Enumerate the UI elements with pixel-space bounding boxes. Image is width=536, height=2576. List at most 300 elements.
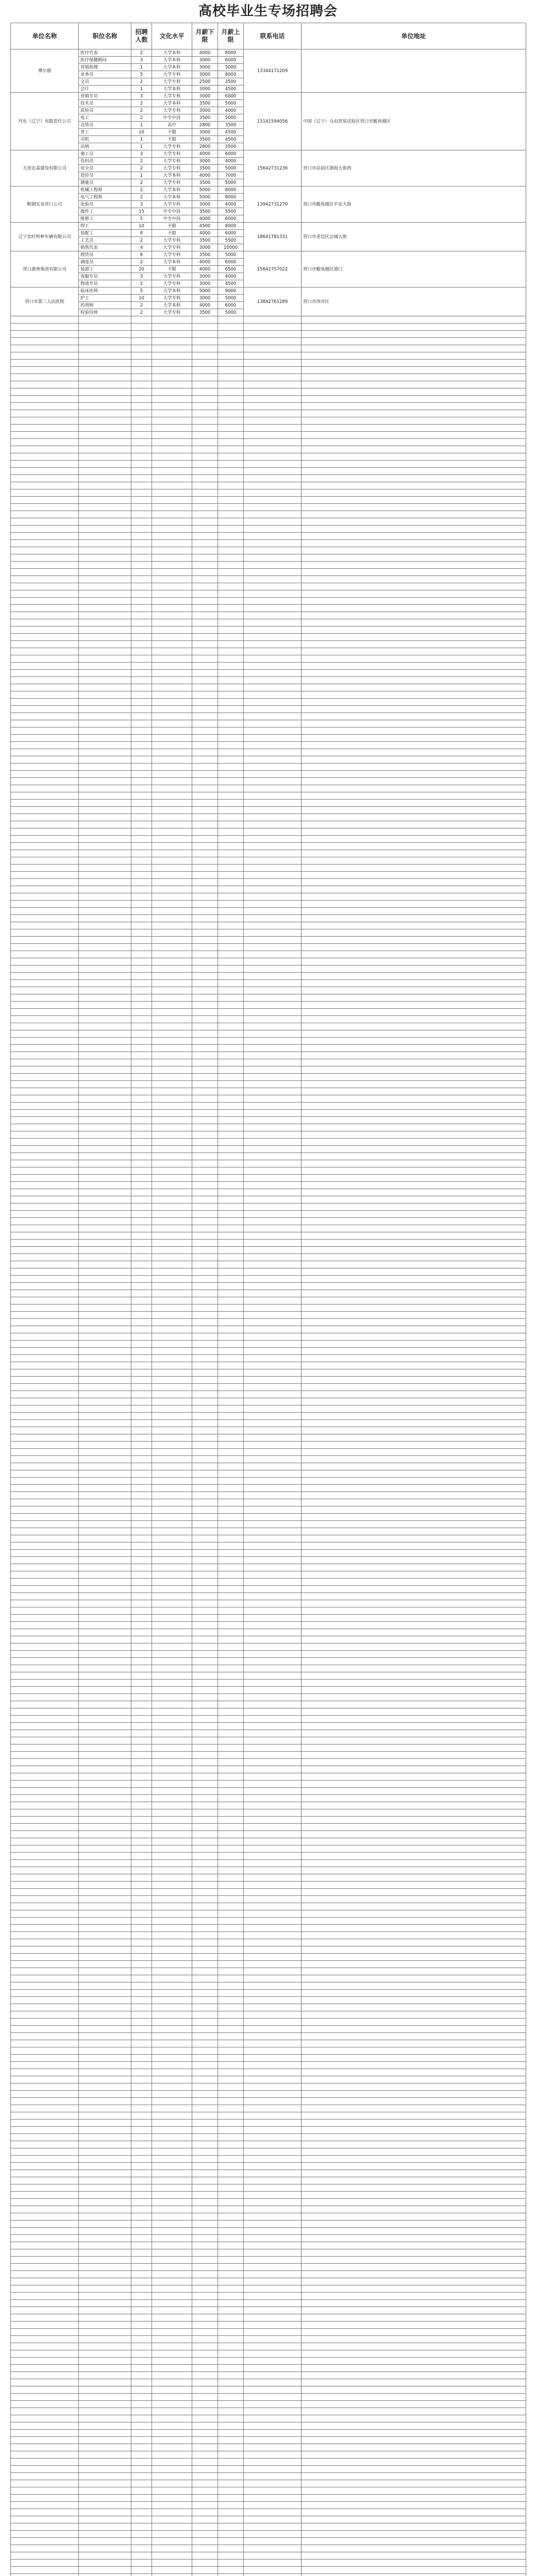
empty-cell <box>131 1232 152 1240</box>
empty-cell <box>192 1038 218 1045</box>
empty-cell <box>11 1167 79 1175</box>
empty-table-row <box>11 453 526 461</box>
empty-cell <box>192 1550 218 1557</box>
empty-cell <box>218 1946 244 1954</box>
count-cell: 2 <box>131 194 152 201</box>
empty-cell <box>192 1384 218 1391</box>
empty-cell <box>218 2430 244 2437</box>
empty-cell <box>79 1225 131 1232</box>
empty-cell <box>152 1391 192 1398</box>
position-cell: 测量员 <box>79 179 131 187</box>
empty-cell <box>79 360 131 367</box>
empty-cell <box>131 1139 152 1146</box>
empty-cell <box>218 590 244 598</box>
empty-cell <box>131 1514 152 1521</box>
empty-cell <box>131 1687 152 1694</box>
empty-cell <box>131 2055 152 2062</box>
empty-cell <box>301 1232 526 1240</box>
education-cell: 大学专科 <box>152 78 192 86</box>
empty-cell <box>301 655 526 663</box>
empty-cell <box>79 756 131 764</box>
empty-cell <box>152 316 192 324</box>
empty-cell <box>11 1369 79 1377</box>
empty-cell <box>301 1066 526 1074</box>
empty-cell <box>301 2480 526 2487</box>
empty-cell <box>79 2127 131 2134</box>
empty-cell <box>11 1420 79 1427</box>
empty-cell <box>79 2560 131 2567</box>
empty-cell <box>152 1615 192 1622</box>
empty-cell <box>192 1730 218 1737</box>
empty-cell <box>218 1593 244 1600</box>
education-cell: 大学专科 <box>152 143 192 150</box>
empty-cell <box>131 785 152 792</box>
empty-cell <box>152 1968 192 1975</box>
empty-cell <box>301 1254 526 1261</box>
empty-cell <box>11 482 79 489</box>
empty-cell <box>218 446 244 453</box>
empty-cell <box>218 2069 244 2076</box>
empty-cell <box>131 1831 152 1838</box>
empty-cell <box>301 756 526 764</box>
empty-cell <box>79 2221 131 2228</box>
empty-cell <box>131 1651 152 1658</box>
empty-cell <box>244 1131 301 1139</box>
empty-cell <box>79 792 131 800</box>
empty-table-row <box>11 1470 526 1478</box>
empty-cell <box>11 1326 79 1333</box>
empty-cell <box>11 1030 79 1038</box>
count-cell: 3 <box>131 273 152 280</box>
empty-cell <box>218 1427 244 1434</box>
empty-cell <box>192 1232 218 1240</box>
empty-cell <box>301 836 526 843</box>
empty-cell <box>11 417 79 425</box>
empty-cell <box>11 1290 79 1297</box>
empty-cell <box>218 461 244 468</box>
empty-cell <box>192 1240 218 1247</box>
empty-cell <box>244 1341 301 1348</box>
empty-cell <box>131 2487 152 2495</box>
empty-cell <box>79 410 131 417</box>
empty-cell <box>11 1088 79 1095</box>
empty-cell <box>152 2033 192 2040</box>
empty-cell <box>218 410 244 417</box>
empty-cell <box>79 814 131 821</box>
empty-cell <box>79 2184 131 2192</box>
empty-cell <box>244 475 301 482</box>
empty-cell <box>218 1788 244 1795</box>
empty-table-row <box>11 526 526 533</box>
empty-cell <box>301 1261 526 1268</box>
empty-cell <box>131 1470 152 1478</box>
empty-cell <box>244 2372 301 2379</box>
empty-cell <box>11 713 79 720</box>
empty-cell <box>131 1095 152 1103</box>
empty-cell <box>301 807 526 814</box>
empty-cell <box>152 1449 192 1456</box>
empty-cell <box>218 562 244 569</box>
empty-cell <box>244 1434 301 1442</box>
empty-cell <box>218 742 244 749</box>
position-cell: 司机 <box>79 136 131 143</box>
empty-cell <box>244 1543 301 1550</box>
empty-cell <box>301 1990 526 1997</box>
empty-cell <box>11 316 79 324</box>
empty-cell <box>192 2487 218 2495</box>
empty-table-row <box>11 1564 526 1571</box>
empty-table-row <box>11 1896 526 1903</box>
empty-cell <box>79 2235 131 2242</box>
empty-table-row <box>11 2451 526 2459</box>
empty-cell <box>79 2408 131 2415</box>
empty-cell <box>11 2213 79 2221</box>
empty-cell <box>192 1377 218 1384</box>
empty-cell <box>218 1312 244 1319</box>
empty-table-row <box>11 1680 526 1687</box>
empty-cell <box>79 612 131 619</box>
empty-cell <box>79 352 131 360</box>
empty-table-row <box>11 1038 526 1045</box>
empty-cell <box>131 1982 152 1990</box>
empty-cell <box>152 2105 192 2112</box>
empty-cell <box>152 2293 192 2300</box>
empty-table-row <box>11 2560 526 2567</box>
empty-cell <box>11 691 79 699</box>
empty-cell <box>192 1059 218 1066</box>
empty-cell <box>79 1124 131 1131</box>
empty-cell <box>11 396 79 403</box>
empty-cell <box>152 504 192 511</box>
empty-cell <box>11 2408 79 2415</box>
count-cell: 3 <box>131 93 152 100</box>
empty-cell <box>79 735 131 742</box>
empty-cell <box>152 2141 192 2148</box>
empty-cell <box>244 2321 301 2329</box>
empty-cell <box>218 1528 244 1535</box>
empty-cell <box>244 1744 301 1752</box>
empty-cell <box>11 2221 79 2228</box>
empty-table-row <box>11 1232 526 1240</box>
empty-cell <box>131 1081 152 1088</box>
empty-cell <box>192 2451 218 2459</box>
empty-cell <box>131 1543 152 1550</box>
empty-cell <box>11 1485 79 1492</box>
empty-cell <box>218 2011 244 2019</box>
empty-cell <box>152 425 192 432</box>
empty-cell <box>79 1074 131 1081</box>
empty-cell <box>152 605 192 612</box>
empty-table-row <box>11 1081 526 1088</box>
empty-cell <box>192 865 218 872</box>
empty-table-row <box>11 2394 526 2401</box>
salary-max-cell: 4000 <box>218 107 244 114</box>
empty-cell <box>79 2242 131 2249</box>
empty-cell <box>79 778 131 785</box>
empty-cell <box>11 641 79 648</box>
empty-cell <box>218 605 244 612</box>
empty-cell <box>218 1124 244 1131</box>
empty-cell <box>301 2076 526 2083</box>
empty-cell <box>152 2451 192 2459</box>
empty-cell <box>301 1860 526 1867</box>
empty-cell <box>131 749 152 756</box>
salary-max-cell: 4500 <box>218 86 244 93</box>
empty-cell <box>192 922 218 929</box>
empty-cell <box>244 1146 301 1153</box>
empty-cell <box>218 727 244 735</box>
empty-cell <box>152 2055 192 2062</box>
empty-cell <box>131 1146 152 1153</box>
empty-cell <box>152 1687 192 1694</box>
salary-max-cell: 8000 <box>218 223 244 230</box>
empty-cell <box>11 1449 79 1456</box>
empty-cell <box>218 908 244 915</box>
empty-cell <box>244 2134 301 2141</box>
empty-cell <box>244 699 301 706</box>
empty-cell <box>79 2091 131 2098</box>
empty-cell <box>244 814 301 821</box>
empty-cell <box>131 396 152 403</box>
empty-cell <box>218 1283 244 1290</box>
count-cell: 1 <box>131 143 152 150</box>
empty-cell <box>218 1362 244 1369</box>
empty-cell <box>192 2069 218 2076</box>
salary-min-cell: 5000 <box>192 194 218 201</box>
empty-cell <box>131 367 152 374</box>
empty-cell <box>218 2531 244 2538</box>
empty-cell <box>192 908 218 915</box>
empty-cell <box>79 691 131 699</box>
empty-cell <box>152 1146 192 1153</box>
empty-cell <box>218 648 244 655</box>
empty-cell <box>131 432 152 439</box>
salary-max-cell: 6500 <box>218 266 244 273</box>
education-cell: 中专中技 <box>152 215 192 223</box>
empty-cell <box>192 1247 218 1254</box>
empty-cell <box>11 1355 79 1362</box>
empty-cell <box>218 973 244 980</box>
empty-cell <box>152 432 192 439</box>
empty-cell <box>79 547 131 554</box>
empty-cell <box>11 944 79 951</box>
empty-cell <box>192 569 218 576</box>
empty-cell <box>131 331 152 338</box>
empty-cell <box>301 2221 526 2228</box>
empty-cell <box>244 1571 301 1579</box>
empty-cell <box>11 1095 79 1103</box>
empty-cell <box>301 1016 526 1023</box>
empty-table-row <box>11 1492 526 1499</box>
empty-cell <box>131 828 152 836</box>
empty-cell <box>301 2329 526 2336</box>
empty-cell <box>152 879 192 886</box>
empty-table-row <box>11 1535 526 1543</box>
position-cell: 装配工 <box>79 230 131 237</box>
empty-cell <box>218 2314 244 2321</box>
empty-cell <box>152 1961 192 1968</box>
empty-cell <box>244 2228 301 2235</box>
empty-cell <box>301 684 526 691</box>
empty-cell <box>218 2271 244 2278</box>
position-cell: 质检员 <box>79 107 131 114</box>
empty-cell <box>192 2523 218 2531</box>
empty-cell <box>301 2408 526 2415</box>
empty-cell <box>218 1535 244 1543</box>
empty-cell <box>244 396 301 403</box>
empty-cell <box>301 1982 526 1990</box>
empty-cell <box>79 403 131 410</box>
empty-cell <box>301 677 526 684</box>
empty-cell <box>11 1160 79 1167</box>
empty-cell <box>301 2242 526 2249</box>
education-cell: 大学本科 <box>152 49 192 57</box>
empty-cell <box>192 2134 218 2141</box>
empty-cell <box>192 1543 218 1550</box>
empty-cell <box>192 2459 218 2466</box>
empty-cell <box>301 497 526 504</box>
empty-cell <box>79 1817 131 1824</box>
empty-cell <box>152 1103 192 1110</box>
empty-cell <box>244 1867 301 1874</box>
empty-cell <box>301 1571 526 1579</box>
empty-cell <box>152 2545 192 2552</box>
empty-cell <box>152 1838 192 1845</box>
empty-cell <box>192 749 218 756</box>
empty-cell <box>192 1838 218 1845</box>
empty-cell <box>244 1052 301 1059</box>
empty-cell <box>301 1629 526 1636</box>
empty-cell <box>192 374 218 381</box>
empty-table-row <box>11 511 526 518</box>
header-company: 单位名称 <box>11 23 79 49</box>
empty-cell <box>218 2552 244 2560</box>
salary-max-cell: 4000 <box>218 158 244 165</box>
empty-cell <box>152 655 192 663</box>
empty-cell <box>152 1730 192 1737</box>
empty-cell <box>131 2459 152 2466</box>
empty-cell <box>79 994 131 1002</box>
empty-cell <box>152 641 192 648</box>
empty-table-row <box>11 2156 526 2163</box>
empty-cell <box>79 944 131 951</box>
empty-cell <box>152 2329 192 2336</box>
salary-min-cell: 4000 <box>192 266 218 273</box>
empty-table-row <box>11 1225 526 1232</box>
empty-cell <box>11 2307 79 2314</box>
empty-cell <box>11 1218 79 1225</box>
empty-cell <box>79 1730 131 1737</box>
salary-max-cell: 6000 <box>218 259 244 266</box>
empty-cell <box>218 2127 244 2134</box>
empty-cell <box>11 2242 79 2249</box>
empty-cell <box>192 771 218 778</box>
empty-cell <box>301 663 526 670</box>
empty-cell <box>79 2055 131 2062</box>
empty-cell <box>11 360 79 367</box>
empty-cell <box>192 2055 218 2062</box>
empty-cell <box>192 2192 218 2199</box>
empty-cell <box>244 2336 301 2343</box>
empty-table-row <box>11 1903 526 1910</box>
empty-cell <box>152 453 192 461</box>
empty-cell <box>152 2509 192 2516</box>
empty-cell <box>244 655 301 663</box>
empty-cell <box>244 2444 301 2451</box>
empty-cell <box>192 1341 218 1348</box>
empty-cell <box>192 461 218 468</box>
empty-cell <box>79 569 131 576</box>
empty-cell <box>79 958 131 965</box>
empty-cell <box>11 1615 79 1622</box>
empty-cell <box>11 2120 79 2127</box>
empty-cell <box>152 2531 192 2538</box>
empty-cell <box>244 1860 301 1867</box>
empty-cell <box>301 1845 526 1853</box>
empty-cell <box>244 778 301 785</box>
empty-cell <box>79 2134 131 2141</box>
empty-cell <box>79 2098 131 2105</box>
empty-cell <box>218 922 244 929</box>
empty-cell <box>218 2459 244 2466</box>
empty-cell <box>244 2358 301 2365</box>
salary-max-cell: 4000 <box>218 273 244 280</box>
empty-cell <box>152 1708 192 1716</box>
education-cell: 大学专科 <box>152 71 192 78</box>
empty-cell <box>301 1636 526 1643</box>
empty-cell <box>192 2365 218 2372</box>
empty-cell <box>244 2170 301 2177</box>
empty-table-row <box>11 367 526 374</box>
empty-cell <box>131 590 152 598</box>
empty-cell <box>244 518 301 526</box>
empty-cell <box>11 2170 79 2177</box>
empty-cell <box>11 1817 79 1824</box>
empty-cell <box>218 2502 244 2509</box>
empty-cell <box>192 836 218 843</box>
empty-cell <box>244 1045 301 1052</box>
empty-cell <box>152 2560 192 2567</box>
empty-table-row <box>11 338 526 345</box>
count-cell: 4 <box>131 244 152 251</box>
empty-cell <box>11 1427 79 1434</box>
empty-cell <box>131 2206 152 2213</box>
empty-cell <box>301 951 526 958</box>
empty-cell <box>192 1910 218 1918</box>
empty-cell <box>11 764 79 771</box>
empty-cell <box>79 1045 131 1052</box>
empty-cell <box>301 1874 526 1882</box>
empty-cell <box>301 929 526 937</box>
empty-table-row <box>11 1204 526 1211</box>
empty-cell <box>152 396 192 403</box>
empty-cell <box>79 1925 131 1932</box>
empty-cell <box>244 345 301 352</box>
empty-cell <box>79 2379 131 2386</box>
empty-table-row <box>11 771 526 778</box>
empty-cell <box>79 1694 131 1701</box>
empty-cell <box>11 2365 79 2372</box>
empty-cell <box>218 1131 244 1139</box>
empty-cell <box>244 929 301 937</box>
empty-cell <box>244 980 301 987</box>
empty-cell <box>244 1874 301 1882</box>
empty-cell <box>11 1600 79 1607</box>
empty-cell <box>192 958 218 965</box>
table-row <box>11 150 526 158</box>
empty-cell <box>192 727 218 735</box>
empty-cell <box>79 396 131 403</box>
